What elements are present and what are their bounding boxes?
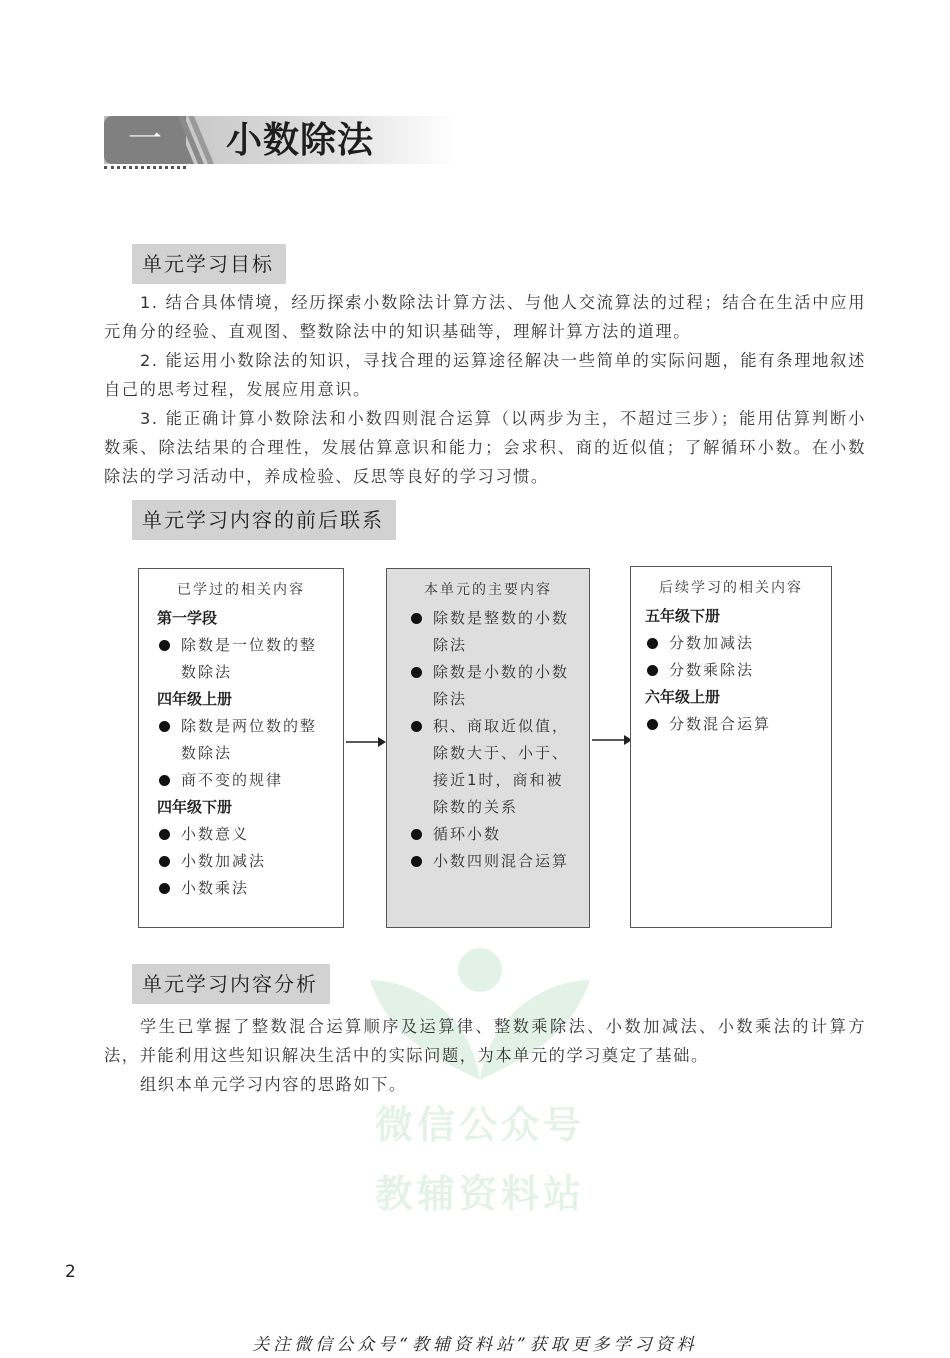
goal-paragraph-2: 2. 能运用小数除法的知识，寻找合理的运算途径解决一些简单的实际问题，能有条理地叙述自己的思考过程，发展应用意识。 bbox=[104, 351, 866, 399]
list-item: 小数乘法 bbox=[157, 875, 331, 902]
list-item: 循环小数 bbox=[409, 821, 575, 848]
list-item: 小数意义 bbox=[157, 821, 331, 848]
arrow-right-icon bbox=[590, 730, 632, 750]
page-number: 2 bbox=[65, 1262, 76, 1282]
analysis-paragraph-2: 组织本单元学习内容的思路如下。 bbox=[140, 1075, 407, 1094]
list-item: 分数混合运算 bbox=[645, 711, 819, 738]
box-later-content bbox=[630, 566, 832, 928]
list-item: 小数四则混合运算 bbox=[409, 848, 575, 875]
group-title: 四年级下册 bbox=[157, 798, 233, 816]
group-title: 第一学段 bbox=[157, 609, 218, 627]
group-title: 四年级上册 bbox=[157, 690, 233, 708]
box-later-header: 后续学习的相关内容 bbox=[659, 580, 803, 596]
footer-note: 关注微信公众号“教辅资料站”获取更多学习资料 bbox=[252, 1335, 698, 1355]
box-main-header: 本单元的主要内容 bbox=[424, 582, 552, 598]
watermark-line2: 教辅资料站 bbox=[374, 1172, 585, 1216]
box-prior-header: 已学过的相关内容 bbox=[177, 582, 305, 598]
chapter-dotted-rule bbox=[104, 166, 186, 169]
chapter-number: 一 bbox=[104, 116, 186, 164]
group-title: 五年级下册 bbox=[645, 607, 721, 625]
list-item: 除数是整数的小数除法 bbox=[409, 605, 575, 659]
section-heading-links: 单元学习内容的前后联系 bbox=[132, 500, 396, 540]
list-item: 分数乘除法 bbox=[645, 657, 819, 684]
list-item: 除数是一位数的整数除法 bbox=[157, 632, 331, 686]
arrow-right-icon bbox=[344, 732, 386, 752]
group-title: 六年级上册 bbox=[645, 688, 721, 706]
section-heading-goals: 单元学习目标 bbox=[132, 244, 286, 284]
box-main-content bbox=[386, 568, 590, 928]
watermark-line1: 微信公众号 bbox=[374, 1103, 585, 1147]
list-item: 除数是两位数的整数除法 bbox=[157, 713, 331, 767]
list-item: 分数加减法 bbox=[645, 630, 819, 657]
chapter-stripes-decoration bbox=[160, 116, 230, 164]
section-heading-analysis: 单元学习内容分析 bbox=[132, 964, 330, 1004]
watermark bbox=[330, 940, 630, 1260]
goal-paragraph-1: 1. 结合具体情境，经历探索小数除法计算方法、与他人交流算法的过程；结合在生活中应用元角分的经验、直观图、整数除法中的知识基础等，理解计算方法的道理。 bbox=[104, 293, 866, 341]
chapter-title: 小数除法 bbox=[226, 120, 375, 161]
box-prior-content bbox=[138, 568, 344, 928]
goal-paragraph-3: 3. 能正确计算小数除法和小数四则混合运算（以两步为主，不超过三步）；能用估算判断小数乘、除法结果的合理性，发展估算意识和能力；会求积、商的近似值；了解循环小数。在小数除法的学习活动中，养成检验、反思等良好的学习习惯。 bbox=[104, 409, 866, 486]
list-item: 积、商取近似值，除数大于、小于、接近1时，商和被除数的关系 bbox=[409, 713, 575, 821]
list-item: 商不变的规律 bbox=[157, 767, 331, 794]
analysis-paragraph-1: 学生已掌握了整数混合运算顺序及运算律、整数乘除法、小数加减法、小数乘法的计算方法，并能利用这些知识解决生活中的实际问题，为本单元的学习奠定了基础。 bbox=[104, 1017, 866, 1065]
list-item: 小数加减法 bbox=[157, 848, 331, 875]
list-item: 除数是小数的小数除法 bbox=[409, 659, 575, 713]
